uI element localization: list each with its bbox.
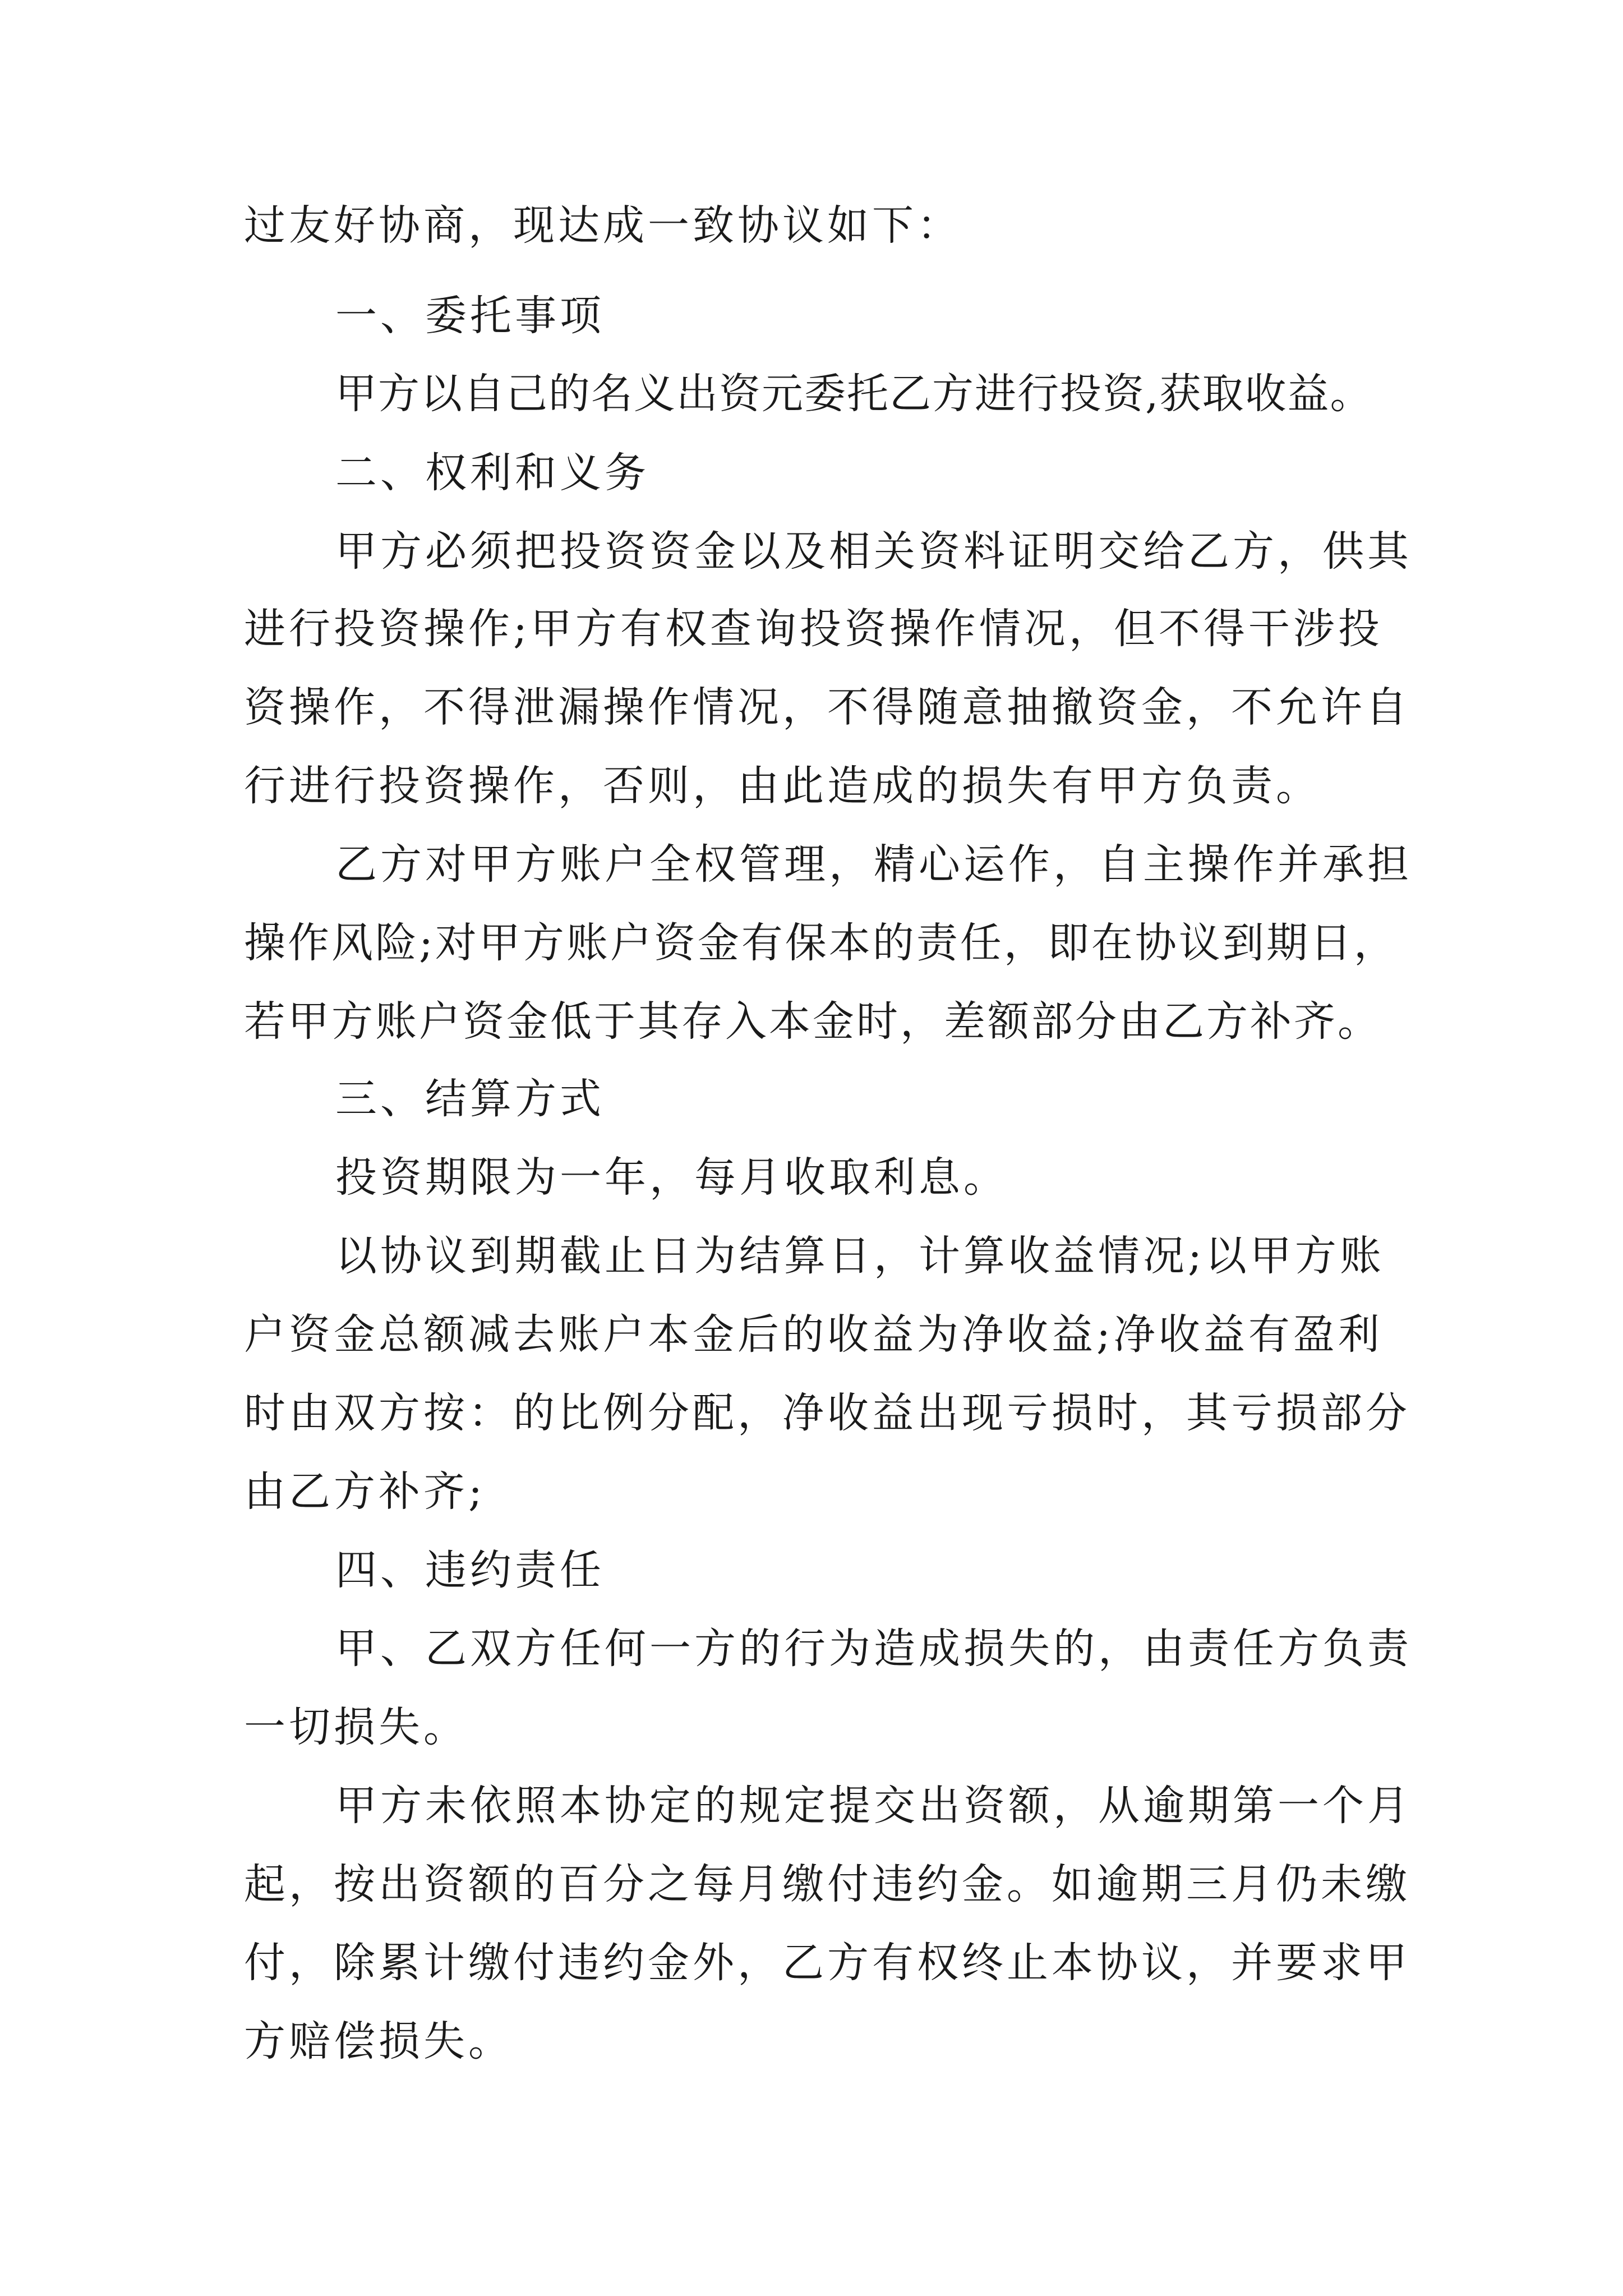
paragraph-line: 若甲方账户资金低于其存入本金时，差额部分由乙方补齐。 (244, 997, 1381, 1046)
paragraph-line: 时由双方按：的比例分配，净收益出现亏损时，其亏损部分 (244, 1389, 1410, 1437)
section-heading: 一、委托事项 (335, 292, 605, 340)
paragraph-line: 甲方未依照本协定的规定提交出资额，从逾期第一个月 (335, 1782, 1412, 1830)
paragraph-line: 由乙方补齐; (244, 1467, 486, 1516)
paragraph-line: 甲方必须把投资资金以及相关资料证明交给乙方，供其 (335, 527, 1412, 576)
paragraph-line: 起，按出资额的百分之每月缴付违约金。如逾期三月仍未缴 (244, 1860, 1410, 1908)
paragraph-line: 资操作，不得泄漏操作情况，不得随意抽撤资金，不允许自 (244, 683, 1410, 731)
paragraph-line: 过友好协商，现达成一致协议如下： (244, 201, 962, 250)
paragraph-line: 甲方以自己的名义出资元委托乙方进行投资,获取收益。 (335, 370, 1373, 418)
paragraph-line: 甲、乙双方任何一方的行为造成损失的，由责任方负责 (335, 1625, 1412, 1673)
paragraph-line: 户资金总额减去账户本金后的收益为净收益;净收益有盈利 (244, 1310, 1383, 1359)
paragraph-line: 行进行投资操作，否则，由此造成的损失有甲方负责。 (244, 762, 1321, 810)
paragraph-line: 操作风险;对甲方账户资金有保本的责任，即在协议到期日， (244, 919, 1398, 967)
paragraph-line: 以协议到期截止日为结算日，计算收益情况;以甲方账 (335, 1232, 1385, 1280)
section-heading: 二、权利和义务 (335, 449, 649, 497)
section-heading: 四、违约责任 (335, 1546, 605, 1594)
paragraph-line: 付，除累计缴付违约金外，乙方有权终止本协议，并要求甲 (244, 1939, 1410, 1987)
paragraph-line: 投资期限为一年，每月收取利息。 (335, 1153, 1008, 1202)
paragraph-line: 一切损失。 (244, 1703, 468, 1751)
paragraph-line: 进行投资操作;甲方有权查询投资操作情况，但不得干涉投 (244, 605, 1383, 653)
paragraph-line: 乙方对甲方账户全权管理，精心运作，自主操作并承担 (335, 840, 1412, 889)
paragraph-line: 方赔偿损失。 (244, 2017, 513, 2065)
section-heading: 三、结算方式 (335, 1075, 605, 1123)
